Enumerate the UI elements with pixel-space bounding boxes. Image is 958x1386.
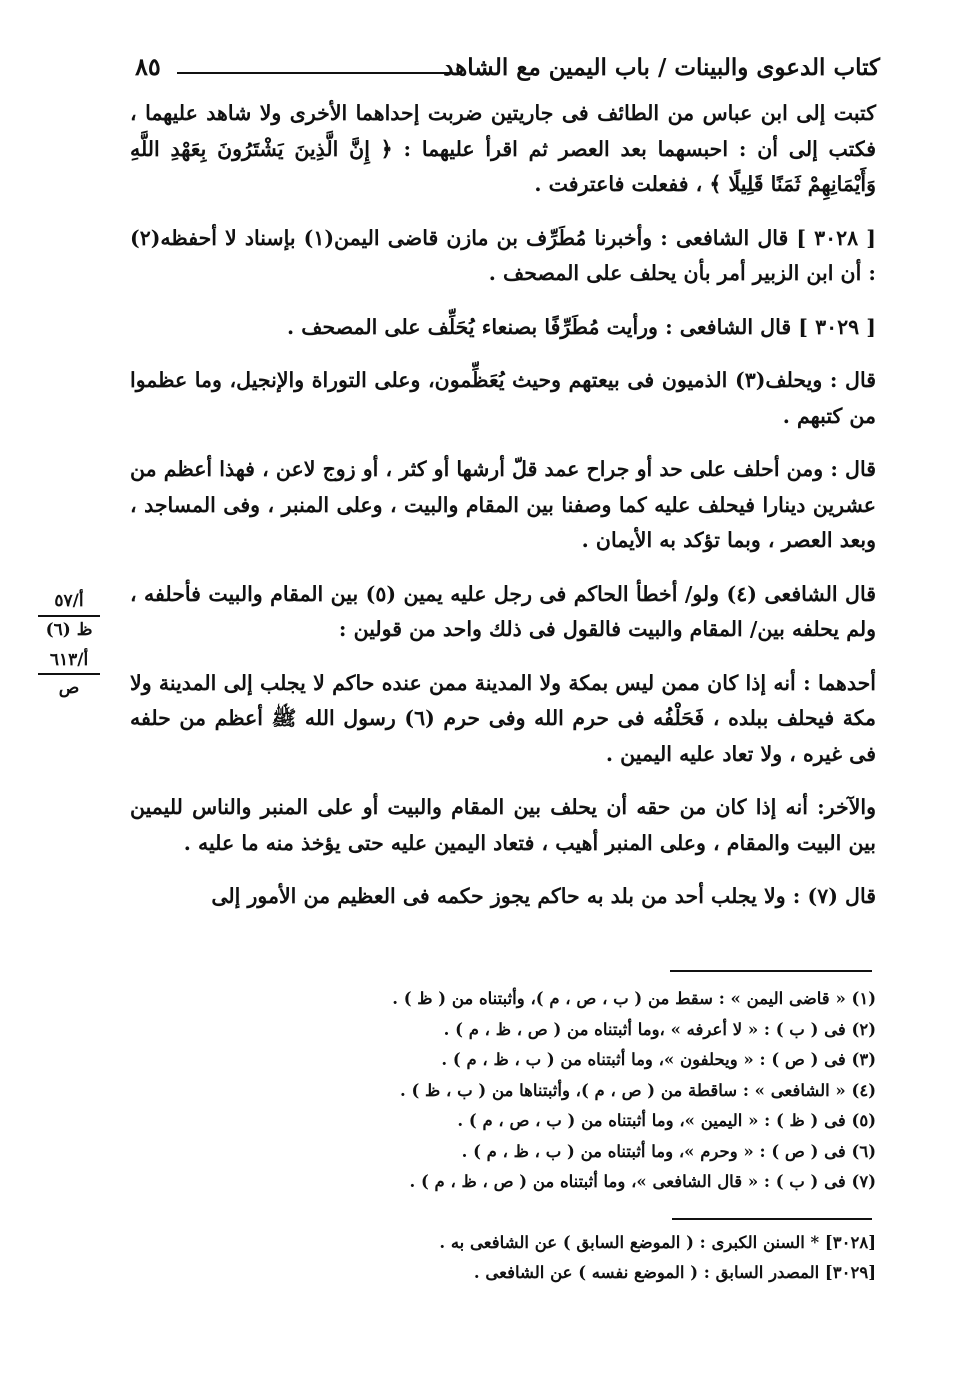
footnote: (٢) فى ( ب ) : « لا أعرفه » ،وما أثبتناه من ( ص ، ظ ، م ) .: [443, 1019, 876, 1039]
paragraph: [130, 577, 876, 648]
paragraph: [130, 790, 876, 861]
paragraph-heading: أحدهما: [817, 670, 876, 695]
footnote: (٧) فى ( ب ) : « قال الشافعى »، وما أثبتناه من ( ص ، ظ ، م ) .: [409, 1172, 876, 1191]
margin-note: ظ (٦): [45, 620, 93, 640]
paragraph: [130, 310, 876, 346]
source-reference: [٣٠٢٨] * السنن الكبرى : ( الموضع السابق ) عن الشافعى به .: [439, 1233, 876, 1252]
paragraph: [130, 666, 876, 773]
paragraph-text: (٤) ولو/ أخطأ الحاكم فى رجل عليه يمين (٥) بين المقام والبيت فأحلفه ، ولم يحلفه بين/ المقام والبيت فالقول فى ذلك واحد من قولين :: [130, 581, 876, 641]
page-number: ٨٥: [135, 52, 161, 81]
paragraph: [130, 221, 876, 292]
paragraph: قال : ويحلف(٣) الذميون فى بيعتهم وحيث يُعَظِّمون، وعلى التوراة والإنجيل، وما عظموا من كتبهم .: [130, 368, 876, 428]
footnote: (٦) فى ( ص ) : « وحرم »، وما أثبتناه من ( ب ، ظ ، م ) .: [461, 1141, 876, 1161]
paragraph: [130, 879, 876, 915]
footnote: (١) « قاضى اليمن » : سقط من ( ب ، ص ، م )، وأثبتناه من ( ظ ) .: [392, 989, 876, 1008]
footnote: (٥) فى ( ظ ) : « اليمين »، وما أثبتناه من ( ب ، ص ، م ) .: [457, 1111, 876, 1130]
footnote: (٤) « الشافعى » : ساقطة من ( ص ، م )، وأثبتناها من ( ب ، ظ ) .: [400, 1080, 876, 1100]
paragraph-text: : أنه إذا كان ممن ليس بمكة ولا المدينة ممن عنده حاكم لا يجلب إلى المدينة ولا مكة فيحلف ببلده ، فَحَلْفُه فى حرم الله وفى حرم (٦) رسول الله ﷺ أعظم من حلفه فى غيره ، ولا تعاد عليه اليمين .: [130, 670, 877, 766]
paragraph-heading: قال الشافعى: [764, 581, 877, 606]
paragraph-heading: والآخر: [824, 795, 876, 819]
manuscript-margin-notes: [38, 588, 100, 701]
paragraph-text: : وأخبرنا مُطَرِّف بن مازن قاضى اليمن(١) بإسناد لا أحفظه(٢) : أن ابن الزبير أمر بأن يحلف على المصحف .: [130, 225, 876, 285]
narration-heading: [ ٣٠٢٨ ] قال الشافعى: [675, 225, 876, 250]
header-rule: [177, 72, 450, 74]
paragraph: [130, 452, 876, 559]
source-references: [300, 1228, 876, 1288]
running-header: [135, 52, 880, 92]
margin-note: ص: [58, 678, 80, 698]
footnotes: [300, 984, 876, 1198]
paragraph-text: : ومن أحلف على حد أو جراح عمد قلّ أرشها أو كثر ، أو زوج لاعن ، فهذا أعظم من عشرين دينارا فيحلف عليه كما وصفنا بين المقام والبيت ، وعلى المنبر ، وفى المساجد ، وبعد العصر ، وبما تؤكد به الأيمان .: [130, 457, 876, 552]
paragraph-text: (٧) : ولا يجلب أحد من بلد به حاكم يجوز حكمه فى العظيم من الأمور إلى: [211, 884, 846, 908]
header-title: كتاب الدعوى والبينات / باب اليمين مع الشاهد: [443, 54, 880, 81]
paragraph: كتبت إلى ابن عباس من الطائف فى جاريتين ضربت إحداهما الأخرى ولا شاهد عليهما ، فكتب إلى أن : احبسهما بعد العصر ثم اقرأ عليهما : ﴿ إِنَّ الَّذِينَ يَشْتَرُونَ بِعَهْدِ اللَّهِ وَأَيْمَانِهِمْ ثَمَنًا قَلِيلًا ﴾ ، ففعلت فاعترفت .: [130, 101, 876, 196]
footnote-rule: [670, 970, 872, 972]
paragraph-heading: قال: [845, 457, 876, 481]
sources-rule: [672, 1218, 872, 1220]
footnote: (٣) فى ( ص ) : « ويحلفون »، وما أثبتناه من ( ب ، ظ ، م ) .: [441, 1050, 876, 1069]
source-reference: [٣٠٢٩] المصدر السابق : ( الموضع نفسه ) عن الشافعى .: [473, 1263, 876, 1282]
narration-heading: [ ٣٠٢٩ ] قال الشافعى: [679, 314, 876, 339]
paragraph-text: : ورأيت مُطَرِّفًا بصنعاء يُحَلِّف على المصحف .: [286, 314, 680, 339]
main-text: [130, 96, 876, 927]
paragraph-text: : أنه إذا كان من حقه أن يحلف بين المقام والبيت أو على المنبر والناس لليمين بين البيت والمقام ، وعلى المنبر أهيب ، فتعاد اليمين عليه حتى يؤخذ منه ما عليه .: [130, 795, 876, 855]
margin-note: أ/٦١٣: [38, 647, 100, 675]
margin-note: أ/٥٧: [38, 588, 100, 617]
paragraph-heading: قال: [845, 884, 876, 908]
